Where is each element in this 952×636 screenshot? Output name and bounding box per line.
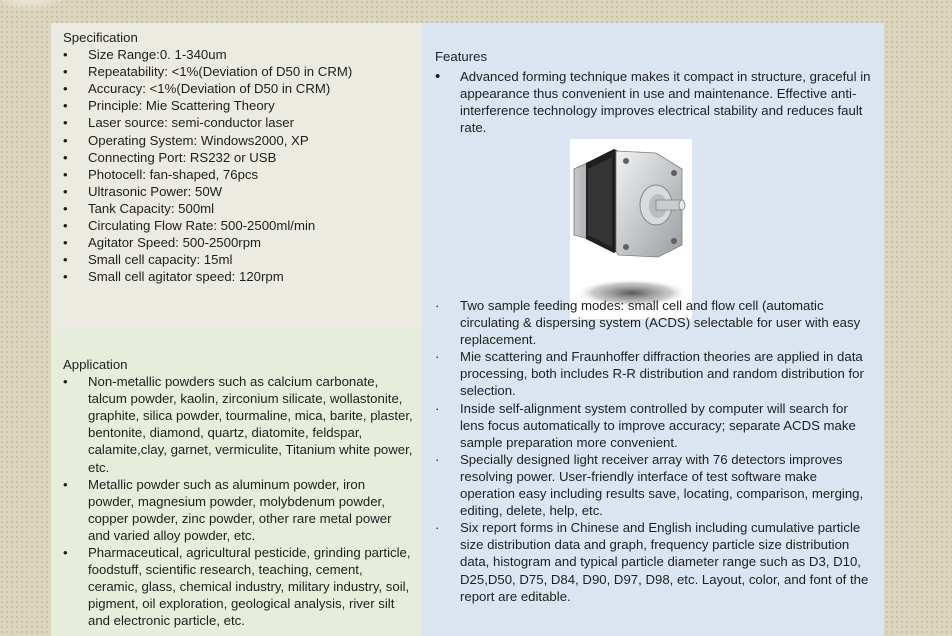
spec-item-text: Circulating Flow Rate: 500-2500ml/min bbox=[88, 218, 316, 234]
bullet-icon: • bbox=[63, 269, 68, 285]
specification-panel bbox=[51, 23, 422, 331]
spec-item-text: Accuracy: <1%(Deviation of D50 in CRM) bbox=[88, 81, 331, 97]
list-item bbox=[435, 400, 875, 451]
bullet-icon: • bbox=[63, 476, 68, 492]
spec-item-text: Laser source: semi-conductor laser bbox=[88, 115, 294, 131]
spec-item-text: Repeatability: <1%(Deviation of D50 in CRM) bbox=[88, 64, 353, 80]
feature-item-text: Inside self-alignment system controlled by computer will search for lens focus automatically to improve accuracy; separate ACDS make sample preparation more convenient. bbox=[460, 400, 856, 450]
feature-item-text: Advanced forming technique makes it compact in structure, graceful in appearance thus convenient in use and maintenance. Effective anti-interference technology improves electrical stability and reduces fault rate. bbox=[460, 69, 871, 136]
spec-item-text: Tank Capacity: 500ml bbox=[88, 200, 215, 216]
list-item bbox=[63, 114, 414, 131]
list-item bbox=[435, 519, 875, 604]
bullet-icon: • bbox=[63, 64, 68, 80]
list-item bbox=[63, 46, 414, 63]
list-item bbox=[63, 80, 414, 97]
list-item bbox=[435, 297, 875, 348]
spec-item-text: Operating System: Windows2000, XP bbox=[88, 132, 309, 148]
bullet-icon: • bbox=[63, 235, 68, 251]
bullet-icon: • bbox=[63, 149, 68, 165]
corner-decoration bbox=[0, 0, 80, 10]
bullet-icon: • bbox=[63, 81, 68, 97]
feature-item-text: Two sample feeding modes: small cell and flow cell (automatic circulating & dispersing system (ACDS) selectable for user with easy replacement. bbox=[460, 298, 861, 348]
list-item bbox=[63, 373, 414, 476]
feature-item-text: Specially designed light receiver array with 76 detectors improves resolving power. User-friendly interface of test software make operation easy including results save, locating, comparison, merging, editing, delete, help, etc. bbox=[460, 451, 864, 519]
bullet-icon: • bbox=[63, 47, 68, 63]
list-item bbox=[63, 63, 414, 80]
spec-item-text: Small cell capacity: 15ml bbox=[88, 252, 233, 268]
specification-list bbox=[63, 46, 414, 285]
list-item bbox=[63, 200, 414, 217]
list-item bbox=[435, 348, 875, 399]
list-item bbox=[63, 476, 414, 544]
list-item bbox=[63, 217, 414, 234]
bullet-icon: · bbox=[435, 520, 440, 536]
motor-illustration bbox=[570, 139, 692, 319]
feature-item-text: Mie scattering and Fraunhoffer diffraction theories are applied in data processing, both includes R-R distribution and random distribution for selection. bbox=[460, 349, 864, 399]
features-list-top bbox=[435, 68, 874, 136]
bullet-icon: • bbox=[63, 115, 68, 131]
list-item bbox=[63, 166, 414, 183]
bullet-icon: • bbox=[63, 218, 68, 234]
list-item bbox=[63, 132, 414, 149]
application-panel bbox=[51, 331, 422, 636]
spec-item-text: Small cell agitator speed: 120rpm bbox=[88, 269, 284, 285]
bullet-icon: • bbox=[63, 132, 68, 148]
list-item bbox=[63, 183, 414, 200]
features-panel bbox=[422, 23, 884, 636]
spec-item-text: Principle: Mie Scattering Theory bbox=[88, 98, 275, 114]
list-item bbox=[63, 268, 414, 285]
bullet-icon: · bbox=[435, 298, 440, 313]
bullet-icon: · bbox=[435, 349, 440, 365]
spec-item-text: Photocell: fan-shaped, 76pcs bbox=[88, 166, 259, 182]
bullet-icon: · bbox=[435, 451, 440, 467]
list-item bbox=[63, 234, 414, 251]
spec-item-text: Ultrasonic Power: 50W bbox=[88, 183, 223, 199]
list-item bbox=[63, 97, 414, 114]
list-item bbox=[63, 251, 414, 268]
application-list bbox=[63, 373, 414, 629]
bullet-icon: · bbox=[435, 400, 440, 416]
bullet-icon: • bbox=[63, 374, 68, 390]
specification-heading: Specification bbox=[63, 30, 138, 45]
spec-item-text: Size Range:0. 1-340um bbox=[88, 47, 227, 63]
application-item-text: Non-metallic powders such as calcium carbonate, talcum powder, kaolin, zirconium silicate, wollastonite, graphite, silica powder, tourmaline, mica, barite, plaster, bentonite, diamond, quartz, diatomite, feldspar, calamite,clay, garnet, vermiculite, Titanium white power, etc. bbox=[88, 374, 413, 475]
bullet-icon: • bbox=[63, 200, 68, 216]
bullet-icon: • bbox=[63, 252, 68, 268]
features-list-bottom bbox=[435, 297, 875, 605]
list-item bbox=[435, 451, 875, 519]
feature-item-text: Six report forms in Chinese and English including cumulative particle size distribution data and graph, frequency particle size distribution data, histogram and typical particle diameter range such as D3, D10, D25,D50, D75, D84, D90, D97, D98, etc. Layout, color, and font of the report are editable. bbox=[460, 520, 869, 604]
bullet-icon: • bbox=[63, 98, 68, 114]
application-item-text: Pharmaceutical, agricultural pesticide, grinding particle, foodstuff, scientific research, teaching, cement, ceramic, glass, chemical industry, military industry, soil, pigment, oil exploration, geological analysis, river silt and electronic particle, etc. bbox=[88, 545, 411, 629]
list-item bbox=[435, 68, 874, 136]
list-item bbox=[63, 149, 414, 166]
stepper-motor-image bbox=[570, 139, 692, 319]
bullet-icon: • bbox=[63, 183, 68, 199]
spec-item-text: Agitator Speed: 500-2500rpm bbox=[88, 235, 262, 251]
application-heading: Application bbox=[63, 357, 128, 372]
spec-item-text: Connecting Port: RS232 or USB bbox=[88, 149, 277, 165]
application-item-text: Metallic powder such as aluminum powder, iron powder, magnesium powder, molybdenum powder, copper powder, zinc powder, other rare metal power and varied alloy powder, etc. bbox=[88, 476, 392, 543]
list-item bbox=[63, 544, 414, 629]
features-heading: Features bbox=[435, 49, 488, 64]
bullet-icon: • bbox=[63, 166, 68, 182]
bullet-icon: • bbox=[63, 545, 68, 561]
bullet-icon: • bbox=[435, 68, 441, 86]
